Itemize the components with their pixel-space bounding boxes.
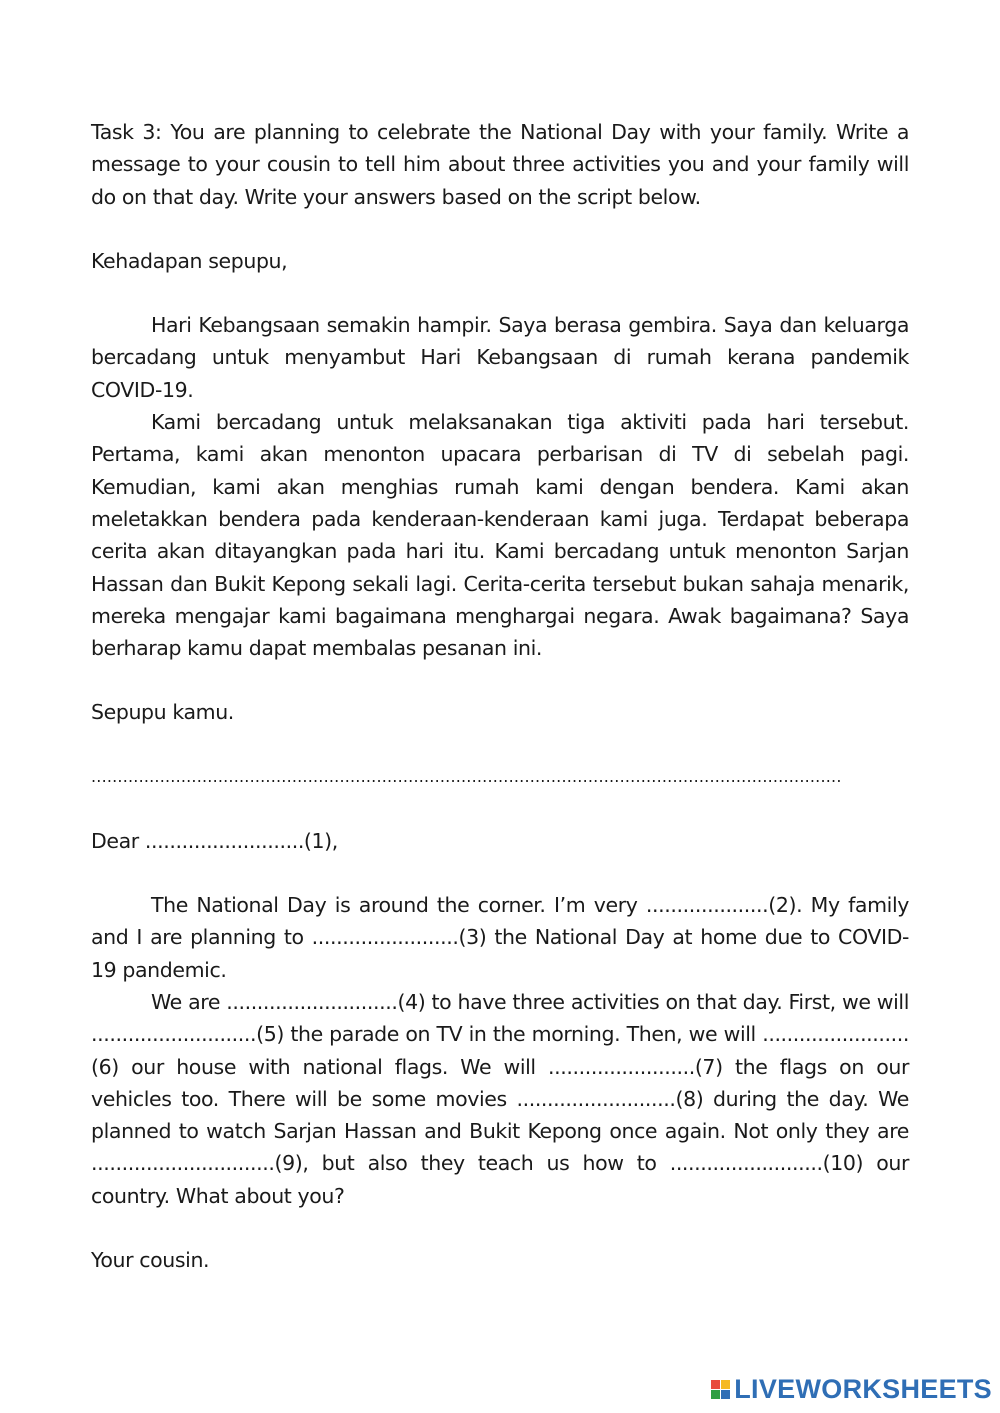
malay-paragraph-2: Kami bercadang untuk melaksanakan tiga aktiviti pada hari tersebut. Pertama, kami akan menonton upacara perbarisan di TV di sebelah pagi. Kemudian, kami akan menghias rumah kami dengan bendera. Kami akan meletakkan bendera pada kenderaan-kenderaan kami juga. Terdapat beberapa cerita akan ditayangkan pada hari itu. Kami bercadang untuk menonton Sarjan Hassan dan Bukit Kepong sekali lagi. Cerita-cerita tersebut bukan sahaja menarik, mereka mengajar kami bagaimana menghargai negara. Awak bagaimana? Saya berharap kamu dapat membalas pesanan ini. [91, 410, 909, 661]
english-paragraph-1: The National Day is around the corner. I’m very ....................(2). My family and I are planning to ........................(3) the National Day at home due to COVID-19 pandemic. [91, 893, 909, 982]
english-closing: Your cousin. [91, 1248, 210, 1273]
malay-greeting: Kehadapan sepupu, [91, 248, 288, 273]
task-instructions: Task 3: You are planning to celebrate the National Day with your family. Write a message to your cousin to tell him about three activities you and your family will do on that day. Write your answers based on the script below. [91, 120, 909, 209]
malay-paragraph-1: Hari Kebangsaan semakin hampir. Saya berasa gembira. Saya dan keluarga bercadang untuk menyambut Hari Kebangsaan di rumah kerana pandemik COVID-19. [91, 313, 909, 402]
english-paragraph-2: We are ............................(4) to have three activities on that day. First, we will ...........................(5) the parade on TV in the morning. Then, we will ........................ (6) our house with national flags. We will ........................(7) the flags on our vehicles too. There will be some movies ..........................(8) during the day. We planned to watch Sarjan Hassan and Bukit Kepong once again. Not only they are ..............................(9), but also they teach us how to .........................(10) our country. What about you? [91, 989, 909, 1208]
worksheet-page [91, 116, 909, 1276]
watermark-text: LIVEWORKSHEETS [734, 1374, 992, 1404]
liveworksheets-watermark [711, 1374, 992, 1405]
malay-closing: Sepupu kamu. [91, 700, 234, 725]
english-greeting: Dear ..........................(1), [91, 828, 338, 853]
dotted-divider: .............................................................................................................................................. [91, 766, 842, 786]
liveworksheets-logo-icon [711, 1380, 730, 1399]
